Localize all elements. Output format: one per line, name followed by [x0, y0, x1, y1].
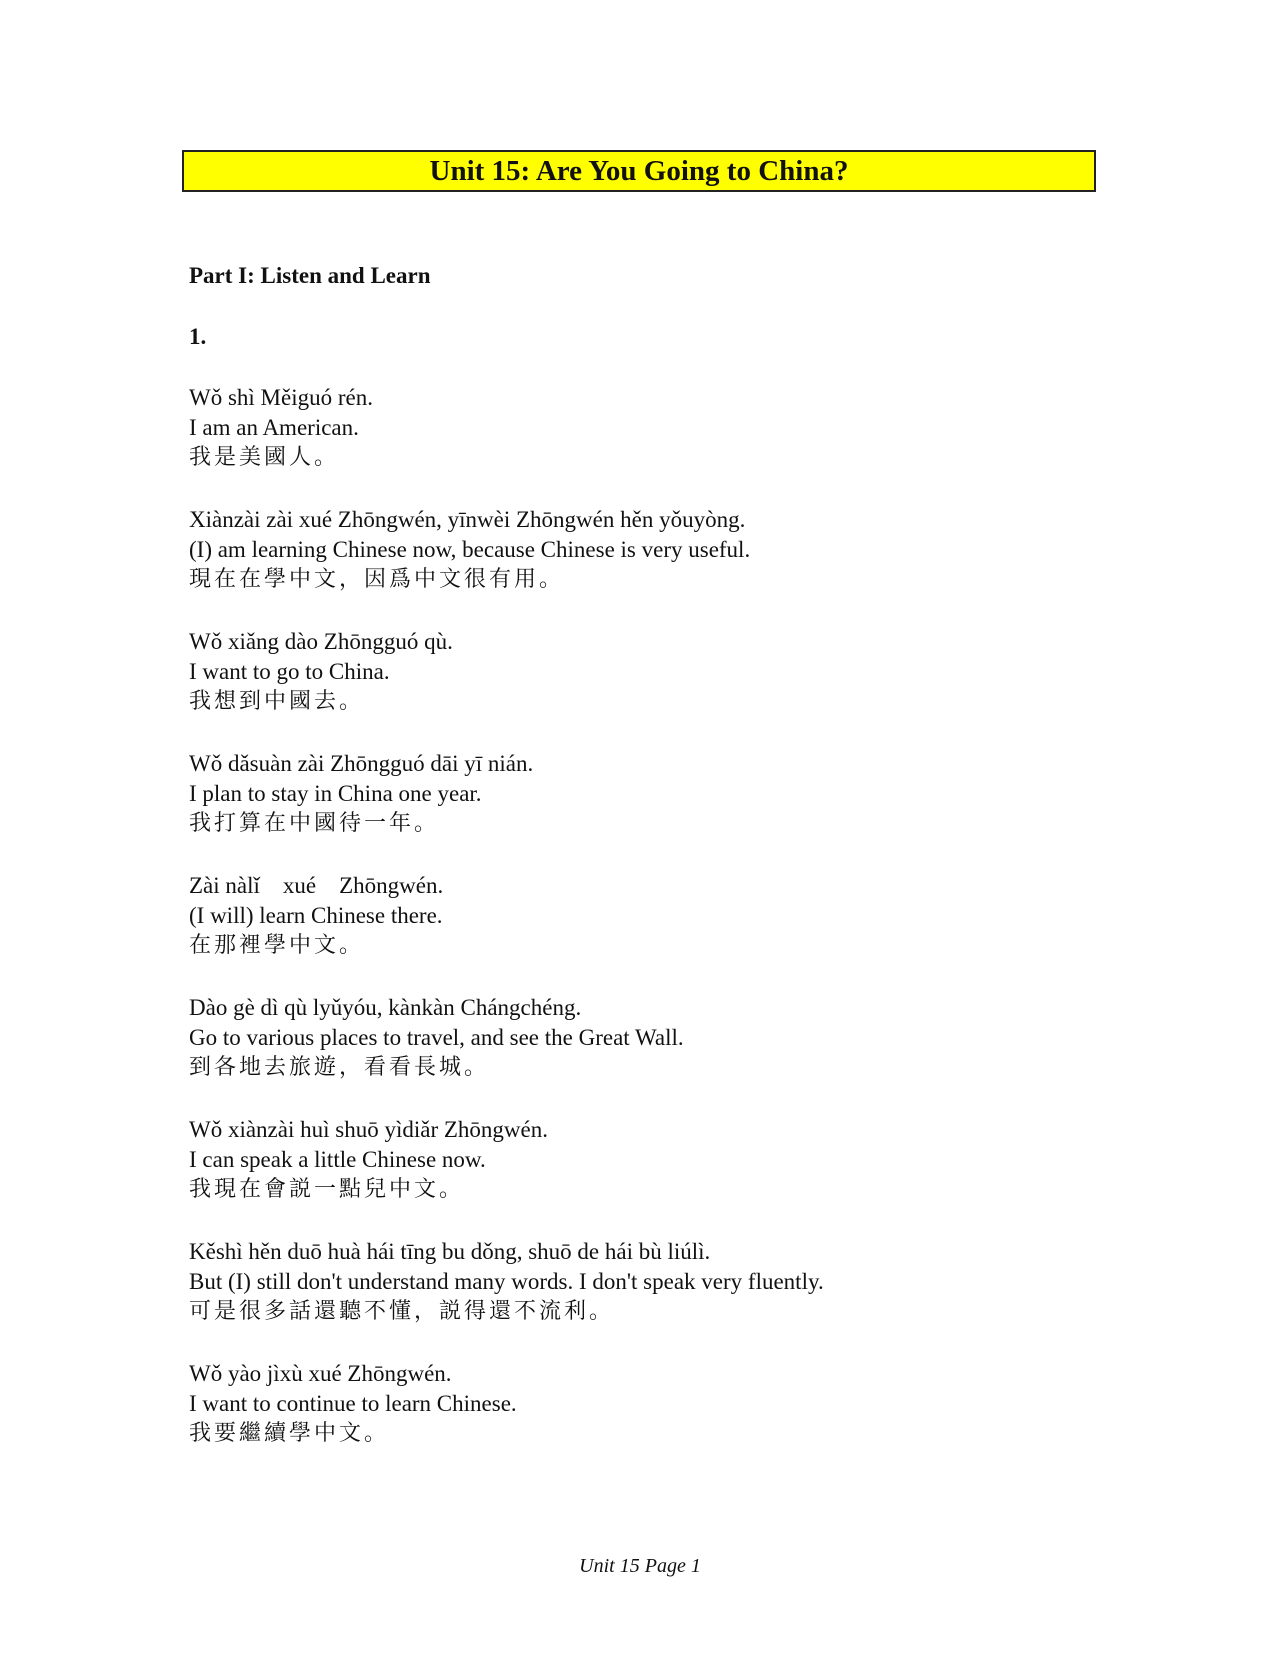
- pinyin-line: Zài nàlǐ xué Zhōngwén.: [189, 873, 444, 898]
- pinyin-line: Wǒ dǎsuàn zài Zhōngguó dāi yī nián.: [189, 751, 534, 776]
- pinyin-line: Wǒ shì Měiguó rén.: [189, 385, 373, 410]
- pinyin-line: Wǒ xiànzài huì shuō yìdiǎr Zhōngwén.: [189, 1117, 548, 1142]
- chinese-line: 現在在學中文，因爲中文很有用。: [189, 567, 565, 592]
- sentence-group: [189, 1115, 1189, 1237]
- english-line: (I will) learn Chinese there.: [189, 903, 443, 928]
- sentence-group: [189, 383, 1189, 505]
- sentence-group: [189, 993, 1189, 1115]
- english-line: (I) am learning Chinese now, because Chinese is very useful.: [189, 537, 751, 562]
- chinese-line: 到各地去旅遊，看看長城。: [189, 1055, 490, 1080]
- pinyin-line: Xiànzài zài xué Zhōngwén, yīnwèi Zhōngwén hěn yǒuyòng.: [189, 507, 746, 532]
- unit-title-banner: [182, 150, 1096, 192]
- sentence-group: [189, 749, 1189, 871]
- chinese-line: 我想到中國去。: [189, 689, 365, 714]
- chinese-line: 我現在會説一點兒中文。: [189, 1177, 465, 1202]
- pinyin-line: Wǒ xiǎng dào Zhōngguó qù.: [189, 629, 453, 654]
- pinyin-line: Kěshì hěn duō huà hái tīng bu dǒng, shuō de hái bù liúlì.: [189, 1239, 711, 1264]
- item-number: 1.: [189, 324, 207, 349]
- english-line: I want to go to China.: [189, 659, 390, 684]
- english-line: I am an American.: [189, 415, 359, 440]
- pinyin-line: Wǒ yào jìxù xué Zhōngwén.: [189, 1361, 452, 1386]
- english-line: I can speak a little Chinese now.: [189, 1147, 486, 1172]
- sentence-group: [189, 871, 1189, 993]
- english-line: Go to various places to travel, and see the Great Wall.: [189, 1025, 684, 1050]
- english-line: I plan to stay in China one year.: [189, 781, 482, 806]
- chinese-line: 我要繼續學中文。: [189, 1421, 390, 1446]
- sentence-group: [189, 627, 1189, 749]
- sentence-list: [189, 383, 1189, 1481]
- chinese-line: 可是很多話還聽不懂，説得還不流利。: [189, 1299, 615, 1324]
- chinese-line: 我是美國人。: [189, 445, 340, 470]
- sentence-group: [189, 1359, 1189, 1481]
- chinese-line: 在那裡學中文。: [189, 933, 365, 958]
- page-footer: Unit 15 Page 1: [579, 1555, 701, 1577]
- unit-title: Unit 15: Are You Going to China?: [429, 154, 849, 187]
- english-line: But (I) still don't understand many words. I don't speak very fluently.: [189, 1269, 824, 1294]
- section-heading: Part I: Listen and Learn: [189, 263, 431, 288]
- pinyin-line: Dào gè dì qù lyǔyóu, kànkàn Chángchéng.: [189, 995, 582, 1020]
- sentence-group: [189, 1237, 1189, 1359]
- english-line: I want to continue to learn Chinese.: [189, 1391, 517, 1416]
- sentence-group: [189, 505, 1189, 627]
- chinese-line: 我打算在中國待一年。: [189, 811, 440, 836]
